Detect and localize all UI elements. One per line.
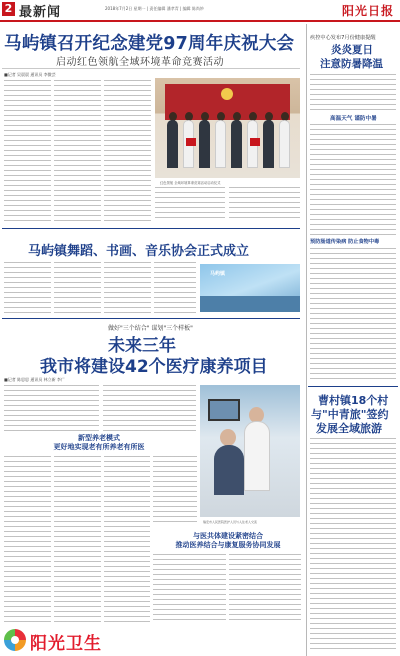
lead-photo xyxy=(155,78,300,178)
story3-headline-line1: 未来三年 xyxy=(108,336,176,356)
story2-body-col3 xyxy=(104,262,151,314)
story3-body-col4 xyxy=(153,456,197,526)
lead-body-col1 xyxy=(4,80,51,222)
page-header xyxy=(0,0,400,22)
right-subhead-food: 预防肠道传染病 防止食物中毒 xyxy=(310,239,380,245)
story2-body-col1 xyxy=(4,262,51,314)
right-subhead-heat: 高温天气 谨防中暑 xyxy=(330,116,377,122)
page-number: 2 xyxy=(2,2,15,16)
divider xyxy=(2,228,300,229)
footer-logo xyxy=(4,628,124,652)
divider xyxy=(2,318,300,319)
story3-body-col5 xyxy=(153,554,226,624)
lead-body-col2 xyxy=(54,80,101,222)
lead-subheadline: 启动红色领航全域环境革命竞赛活动 xyxy=(56,57,224,68)
story3-body-col3 xyxy=(104,456,150,624)
right-body-4 xyxy=(310,438,396,650)
story2-photo-label: 马屿镇 xyxy=(210,271,226,277)
lead-byline: ■记者 吴晨晨 通讯员 李微芸 xyxy=(4,72,56,77)
story3-body-col2 xyxy=(54,456,101,624)
right-headline2-line2: 与"中青旅"签约 xyxy=(311,408,389,421)
issue-meta: 2018年7月2日 星期一 | 责任编辑 潘孝青 | 编辑 陈尚妙 xyxy=(105,6,204,11)
sunflower-logo-icon xyxy=(4,629,26,651)
story2-body-col2 xyxy=(54,262,101,314)
lead-body-col5 xyxy=(229,187,300,222)
story3-subhead2: 与医共体建设紧密结合 推动医养结合与康复服务协同发展 xyxy=(175,532,281,549)
lead-photo-caption: 红色领航 全域环境革命竞赛活动启动仪式 xyxy=(160,181,221,185)
section-title: 最新闻 xyxy=(19,5,62,20)
story3-body-col6 xyxy=(229,554,301,624)
right-headline2-line1: 曹村镇18个村 xyxy=(318,394,389,407)
story3-subhead1: 新型养老模式 更好地实现老有所养老有所医 xyxy=(53,434,145,451)
divider xyxy=(308,386,398,387)
right-headline-line1: 炎炎夏日 xyxy=(331,44,373,56)
right-headline-line2: 注意防暑降温 xyxy=(320,58,383,70)
story3-body-col1 xyxy=(4,456,51,624)
story2-photo xyxy=(200,264,300,312)
elderly-person xyxy=(214,445,244,495)
story2-headline: 马屿镇舞蹈、书画、音乐协会正式成立 xyxy=(28,244,250,259)
lead-body-col4 xyxy=(155,187,225,222)
right-headline2-line3: 发展全域旅游 xyxy=(316,422,382,435)
story2-body-col4 xyxy=(154,262,196,314)
right-body-1 xyxy=(310,74,396,112)
lead-body-col3 xyxy=(104,80,151,222)
story3-headline-line2: 我市将建设42个医疗康养项目 xyxy=(40,357,268,377)
stage xyxy=(200,296,300,312)
header-rule xyxy=(0,20,400,22)
right-body-2 xyxy=(310,124,396,236)
right-body-3 xyxy=(310,248,396,382)
nurse xyxy=(244,421,270,491)
divider xyxy=(2,68,300,69)
story3-kicker: 做好"三个结合" 谋划"三个样板" xyxy=(108,325,193,332)
monitor xyxy=(208,399,240,421)
masthead-logo: 阳光日报 xyxy=(341,4,394,18)
footer-logo-text: 阳光卫生 xyxy=(30,634,102,654)
story3-byline: ■记者 陈思思 通讯员 林立新 李广 xyxy=(4,377,65,382)
story3-lead-text xyxy=(4,385,99,431)
story3-photo xyxy=(200,385,300,517)
party-emblem-icon xyxy=(221,88,233,100)
lead-headline: 马屿镇召开纪念建党97周年庆祝大会 xyxy=(4,34,295,54)
story3-lead-text-2 xyxy=(103,385,196,431)
story3-photo-caption: 瑞安市人民医院医护人员与入住老人交流 xyxy=(203,520,258,524)
right-kicker: 疾控中心发布7月份健康提醒 xyxy=(310,35,376,41)
